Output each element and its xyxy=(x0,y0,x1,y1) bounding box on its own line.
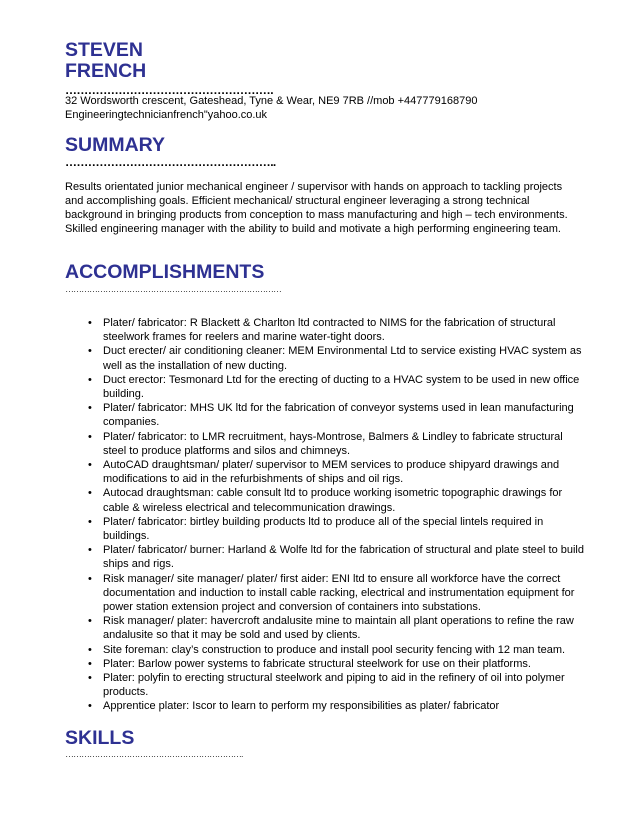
bullet: • xyxy=(88,643,92,656)
bullet: • xyxy=(88,345,92,358)
bullet: • xyxy=(88,657,92,670)
contact-address: 32 Wordsworth crescent, Gateshead, Tyne & Wear, NE9 7RB //mob +447779168790 xyxy=(65,95,478,107)
skills-divider: …………………………………………………………. xyxy=(65,749,243,759)
list-item: • AutoCAD draughtsman/ plater/ supervisor to MEM services to produce shipyard drawings and modifications to aid in the refurbishments of ships and oil rigs. xyxy=(88,459,560,486)
bullet: • xyxy=(88,672,92,685)
summary-heading: SUMMARY xyxy=(65,134,166,156)
list-item: • Plater/ fabricator: R Blackett & Charlton ltd contracted to NIMS for the fabrication of structural steelwork frames for reelers and marine water-tight doors. xyxy=(88,317,556,344)
name-heading xyxy=(65,40,146,82)
summary-divider: ……………………………………………….. xyxy=(65,155,276,169)
list-item: • Autocad draughtsman: cable consult ltd to produce working isometric topographic drawings for cable & wireless electrical and telecommunication drawings. xyxy=(88,487,563,514)
list-item: • Plater/ fabricator/ burner: Harland & Wolfe ltd for the fabrication of structural and plate steel to build ships and rigs. xyxy=(88,544,584,571)
list-item: • Site foreman: clay’s construction to produce and install pool security fencing with 12 man team. xyxy=(88,643,566,656)
bullet: • xyxy=(88,373,92,386)
list-item: • Plater/ fabricator: to LMR recruitment, hays-Montrose, Balmers & Lindley to fabricate structural steel to produce platforms and silos and chimneys. xyxy=(88,430,563,457)
first-name: STEVEN xyxy=(65,39,144,61)
summary-text: Results orientated junior mechanical engineer / supervisor with hands on approach to tackling projects and accomplishing goals. Efficient mechanical/ structural engineer leveraging a strong technical background in bringing products from conception to mass manufacturing and high – tech environments. Skilled engineering manager with the ability to build and motivate a high performing engineering team. xyxy=(65,181,568,235)
bullet: • xyxy=(88,515,92,528)
list-item: • Plater: Barlow power systems to fabricate structural steelwork for use on their platforms. xyxy=(88,657,531,670)
list-item: • Plater: polyfin to erecting structural steelwork and piping to aid in the refinery of oil into polymer products. xyxy=(88,672,565,699)
accomplishments-list xyxy=(65,316,585,714)
list-item: • Plater/ fabricator: birtley building products ltd to produce all of the special lintels required in buildings. xyxy=(88,515,544,543)
skills-heading: SKILLS xyxy=(65,727,135,749)
bullet: • xyxy=(88,317,92,329)
list-item: • Risk manager/ site manager/ plater/ first aider: ENI ltd to ensure all workforce have the correct documentation and induction to install cable racking, electrical and instrumentation equipment for power station extension project and conversion of containers into substations. xyxy=(88,572,575,614)
accomplishments-divider: ……………………………………………………………………… xyxy=(65,284,281,294)
bullet: • xyxy=(88,572,92,585)
accomplishments-heading: ACCOMPLISHMENTS xyxy=(65,261,265,283)
list-item: • Duct erector: Tesmonard Ltd for the erecting of ducting to a HVAC system to be used in new office building. xyxy=(88,373,580,401)
bullet: • xyxy=(88,430,92,443)
last-name: FRENCH xyxy=(65,60,147,82)
header-divider: ………………………………………………. xyxy=(65,83,273,97)
contact-email: Engineeringtechnicianfrench"yahoo.co.uk xyxy=(65,109,268,121)
list-item: • Duct erecter/ air conditioning cleaner: MEM Environmental Ltd to service existing HVAC system as well as the installation of new ducting. xyxy=(88,345,582,372)
bullet: • xyxy=(88,459,92,472)
bullet: • xyxy=(88,402,92,415)
list-item: • Plater/ fabricator: MHS UK ltd for the fabrication of conveyor systems used in lean manufacturing companies. xyxy=(88,402,574,429)
list-item: • Apprentice plater: Iscor to learn to perform my responsibilities as plater/ fabricator xyxy=(88,700,500,713)
bullet: • xyxy=(88,615,92,628)
bullet: • xyxy=(88,544,92,557)
bullet: • xyxy=(88,700,92,713)
bullet: • xyxy=(88,487,92,500)
list-item: • Risk manager/ plater: havercroft andalusite mine to maintain all plant operations to refine the raw andalusite so that it may be sold and used by clients. xyxy=(88,615,574,642)
